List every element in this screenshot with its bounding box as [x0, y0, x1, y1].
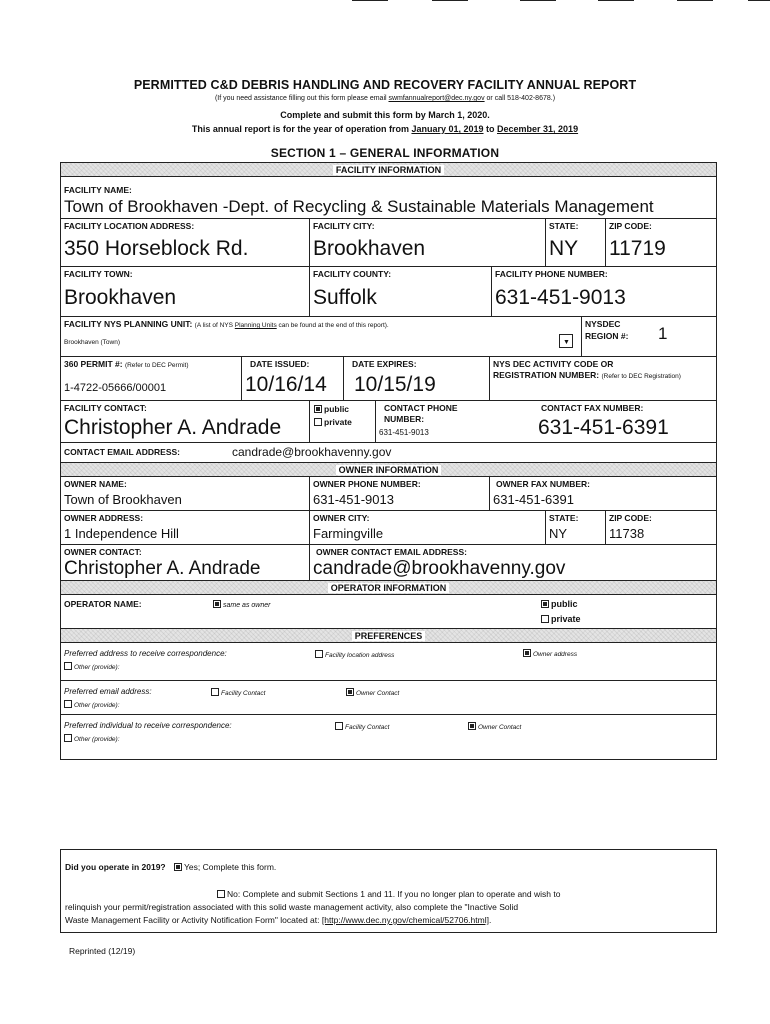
facility-address-label: FACILITY LOCATION ADDRESS: — [64, 221, 195, 231]
operate-yes-checkbox[interactable]: Yes; Complete this form. — [174, 862, 276, 872]
facility-county-label: FACILITY COUNTY: — [313, 269, 392, 279]
report-title: PERMITTED C&D DEBRIS HANDLING AND RECOVERY FACILITY ANNUAL REPORT — [133, 78, 637, 92]
assistance-email-link[interactable]: swmfannualreport@dec.ny.gov — [388, 95, 485, 102]
owner-email-label: OWNER CONTACT EMAIL ADDRESS: — [316, 547, 467, 557]
checkbox-empty-icon — [335, 722, 343, 730]
owner-address-row — [61, 511, 716, 545]
owner-contact-field[interactable]: Christopher A. Andrade — [64, 558, 261, 579]
operate-question: Did you operate in 2019? — [65, 862, 166, 872]
owner-phone-cell — [309, 477, 489, 510]
operate-no-checkbox[interactable]: No: Complete and submit Sections 1 and 11. If you no longer plan to operate and wish to — [217, 889, 560, 899]
owner-name-row — [61, 477, 716, 511]
owner-phone-field[interactable]: 631-451-9013 — [313, 492, 394, 507]
date-expires-cell — [343, 357, 489, 400]
date-issued-label: DATE ISSUED: — [250, 359, 310, 369]
owner-city-label: OWNER CITY: — [313, 513, 370, 523]
facility-phone-label: FACILITY PHONE NUMBER: — [495, 269, 608, 279]
contact-email-label: CONTACT EMAIL ADDRESS: — [64, 447, 181, 457]
owner-email-cell — [309, 545, 716, 580]
top-rule — [352, 0, 388, 1]
facility-information-band: FACILITY INFORMATION — [61, 163, 716, 177]
checkbox-checked-icon — [468, 722, 476, 730]
permit-row — [61, 357, 716, 401]
pref-corr-facility-checkbox[interactable]: Facility location address — [315, 650, 394, 659]
pref-email-other-checkbox[interactable]: Other (provide): — [64, 700, 120, 709]
contact-phone-cell: CONTACT PHONE NUMBER: 631-451-9013 — [375, 401, 535, 442]
facility-phone-cell — [491, 267, 716, 316]
top-rule — [598, 0, 634, 1]
facility-town-field[interactable]: Brookhaven — [64, 286, 177, 309]
owner-name-label: OWNER NAME: — [64, 479, 127, 489]
checkbox-empty-icon — [211, 688, 219, 696]
date-expires-field[interactable]: 10/15/19 — [354, 373, 436, 396]
owner-zip-cell — [605, 511, 716, 544]
checkbox-empty-icon — [217, 890, 225, 898]
top-rule — [748, 0, 770, 1]
pref-indiv-facility-checkbox[interactable]: Facility Contact — [335, 722, 389, 731]
pref-email-owner-checkbox[interactable]: Owner Contact — [346, 688, 399, 697]
owner-contact-label: OWNER CONTACT: — [64, 547, 142, 557]
operator-public-checkbox[interactable]: public — [541, 599, 578, 609]
owner-fax-cell — [489, 477, 716, 510]
owner-fax-field[interactable]: 631-451-6391 — [493, 492, 574, 507]
checkbox-checked-icon — [541, 600, 549, 608]
pref-email-facility-checkbox[interactable]: Facility Contact — [211, 688, 265, 697]
facility-contact-row — [61, 401, 716, 443]
pref-indiv-other-checkbox[interactable]: Other (provide): — [64, 734, 120, 743]
facility-county-cell — [309, 267, 491, 316]
region-dropdown-button[interactable] — [559, 334, 573, 348]
facility-city-label: FACILITY CITY: — [313, 221, 375, 231]
operate-question-block: Did you operate in 2019? Yes; Complete this form. No: Complete and submit Sections 1 and 11. If you no longer plan to operate and wish to relinquish your permit/registration associated with this solid waste management activity, also complete the "Inactive Solid Waste Management Facility or Activity Notification Form" located at: [http://www.dec.ny.gov/chemical/52706.html]. — [60, 849, 717, 933]
section-title: SECTION 1 – GENERAL INFORMATION — [270, 146, 500, 160]
facility-county-field[interactable]: Suffolk — [313, 286, 377, 309]
pref-individual-row: Preferred individual to receive correspondence: Facility Contact Owner Contact Other (provide): — [64, 721, 522, 743]
facility-contact-label: FACILITY CONTACT: — [64, 403, 147, 413]
facility-state-field[interactable]: NY — [549, 237, 579, 260]
checkbox-empty-icon — [314, 418, 322, 426]
facility-town-label: FACILITY TOWN: — [64, 269, 133, 279]
owner-phone-label: OWNER PHONE NUMBER: — [313, 479, 421, 489]
facility-address-row — [61, 219, 716, 267]
reprinted-note: Reprinted (12/19) — [69, 946, 136, 956]
checkbox-empty-icon — [64, 700, 72, 708]
owner-fax-label: OWNER FAX NUMBER: — [496, 479, 590, 489]
inactive-facility-form-link[interactable]: [http://www.dec.ny.gov/chemical/52706.html] — [321, 915, 489, 925]
facility-zip-cell — [605, 219, 716, 266]
planning-unit-label: FACILITY NYS PLANNING UNIT: (A list of NYS Planning Units can be found at the end of this report). — [64, 319, 389, 329]
operator-information-band: OPERATOR INFORMATION — [61, 581, 716, 595]
owner-state-label: STATE: — [549, 513, 579, 523]
checkbox-empty-icon — [315, 650, 323, 658]
date-expires-label: DATE EXPIRES: — [352, 359, 417, 369]
permit-label: 360 PERMIT #: (Refer to DEC Permit) — [64, 359, 189, 369]
general-information-form — [60, 162, 717, 760]
report-year-line: This annual report is for the year of operation from January 01, 2019 to December 31, 2019 — [191, 124, 579, 134]
same-as-owner-checkbox[interactable]: same as owner — [213, 600, 270, 609]
owner-state-cell — [545, 511, 605, 544]
submit-deadline: Complete and submit this form by March 1, 2020. — [280, 110, 490, 120]
facility-name-row — [61, 177, 716, 219]
date-issued-field[interactable]: 10/16/14 — [245, 373, 327, 396]
owner-state-field[interactable]: NY — [549, 526, 568, 541]
region-number-field[interactable]: 1 — [658, 324, 668, 343]
preferences-band: PREFERENCES — [61, 629, 716, 643]
planning-units-link[interactable]: Planning Units — [234, 322, 277, 329]
operator-private-checkbox[interactable]: private — [541, 614, 581, 624]
facility-city-cell — [309, 219, 545, 266]
checkbox-checked-icon — [523, 649, 531, 657]
permit-number-field[interactable]: 1-4722-05666/00001 — [64, 382, 167, 394]
facility-state-label: STATE: — [549, 221, 579, 231]
checkbox-checked-icon — [346, 688, 354, 696]
pref-corr-owner-checkbox[interactable]: Owner address — [523, 649, 577, 658]
facility-address-field[interactable]: 350 Horseblock Rd. — [64, 237, 249, 260]
facility-contact-field[interactable]: Christopher A. Andrade — [64, 416, 282, 439]
checkbox-checked-icon — [174, 863, 182, 871]
owner-name-field[interactable]: Town of Brookhaven — [64, 492, 182, 507]
owner-information-band: OWNER INFORMATION — [61, 463, 716, 477]
pref-corr-other-checkbox[interactable]: Other (provide): — [64, 662, 120, 671]
facility-name-label: FACILITY NAME: — [64, 185, 132, 195]
facility-zip-label: ZIP CODE: — [609, 221, 652, 231]
owner-zip-label: ZIP CODE: — [609, 513, 652, 523]
checkbox-empty-icon — [64, 662, 72, 670]
checkbox-checked-icon — [213, 600, 221, 608]
contact-fax-field[interactable]: 631-451-6391 — [538, 416, 669, 439]
pref-email-row: Preferred email address: Facility Contact Owner Contact Other (provide): — [61, 681, 716, 715]
contact-email-field[interactable]: candrade@brookhavenny.gov — [232, 445, 392, 459]
planning-unit-row — [61, 317, 716, 357]
facility-name-field[interactable]: Town of Brookhaven -Dept. of Recycling & Sustainable Materials Management — [64, 197, 654, 216]
planning-unit-field[interactable]: Brookhaven (Town) — [64, 339, 120, 346]
checkbox-empty-icon — [541, 615, 549, 623]
operator-row — [61, 595, 716, 629]
facility-zip-field[interactable]: 11719 — [609, 237, 666, 260]
contact-type-cell — [309, 401, 375, 442]
checkbox-empty-icon — [64, 734, 72, 742]
top-rule — [520, 0, 556, 1]
owner-zip-field[interactable]: 11738 — [609, 526, 645, 541]
facility-phone-field[interactable]: 631-451-9013 — [495, 286, 626, 309]
pref-indiv-owner-checkbox[interactable]: Owner Contact — [468, 722, 521, 731]
date-issued-cell — [241, 357, 343, 400]
owner-city-cell — [309, 511, 545, 544]
owner-contact-row — [61, 545, 716, 581]
owner-city-field[interactable]: Farmingville — [313, 526, 384, 541]
contact-public-checkbox[interactable]: public — [314, 404, 349, 414]
contact-email-row — [61, 443, 716, 463]
owner-address-label: OWNER ADDRESS: — [64, 513, 144, 523]
facility-town-row — [61, 267, 716, 317]
contact-fax-label: CONTACT FAX NUMBER: — [541, 403, 644, 413]
top-rule — [432, 0, 468, 1]
region-cell: NYSDEC REGION #: 1 — [581, 317, 716, 356]
pref-correspondence-row: Preferred address to receive correspondence: Facility location address Owner address Other (provide): — [61, 643, 716, 681]
top-rule — [677, 0, 713, 1]
owner-address-field[interactable]: 1 Independence Hill — [64, 526, 179, 541]
activity-code-cell: NYS DEC ACTIVITY CODE OR REGISTRATION NUMBER: (Refer to DEC Registration) — [489, 357, 716, 400]
operator-name-label: OPERATOR NAME: — [64, 599, 142, 609]
contact-phone-field[interactable]: 631-451-9013 — [379, 428, 429, 437]
chevron-down-icon: ▼ — [563, 339, 570, 346]
checkbox-checked-icon — [314, 405, 322, 413]
owner-email-field[interactable]: candrade@brookhavenny.gov — [313, 558, 566, 579]
contact-fax-cell — [535, 401, 716, 442]
facility-city-field[interactable]: Brookhaven — [313, 237, 426, 260]
assistance-note: (If you need assistance filling out this form please email swmfannualreport@dec.ny.gov or call 518-402-8678.) — [214, 95, 556, 102]
facility-state-cell — [545, 219, 605, 266]
contact-private-checkbox[interactable]: private — [314, 417, 352, 427]
